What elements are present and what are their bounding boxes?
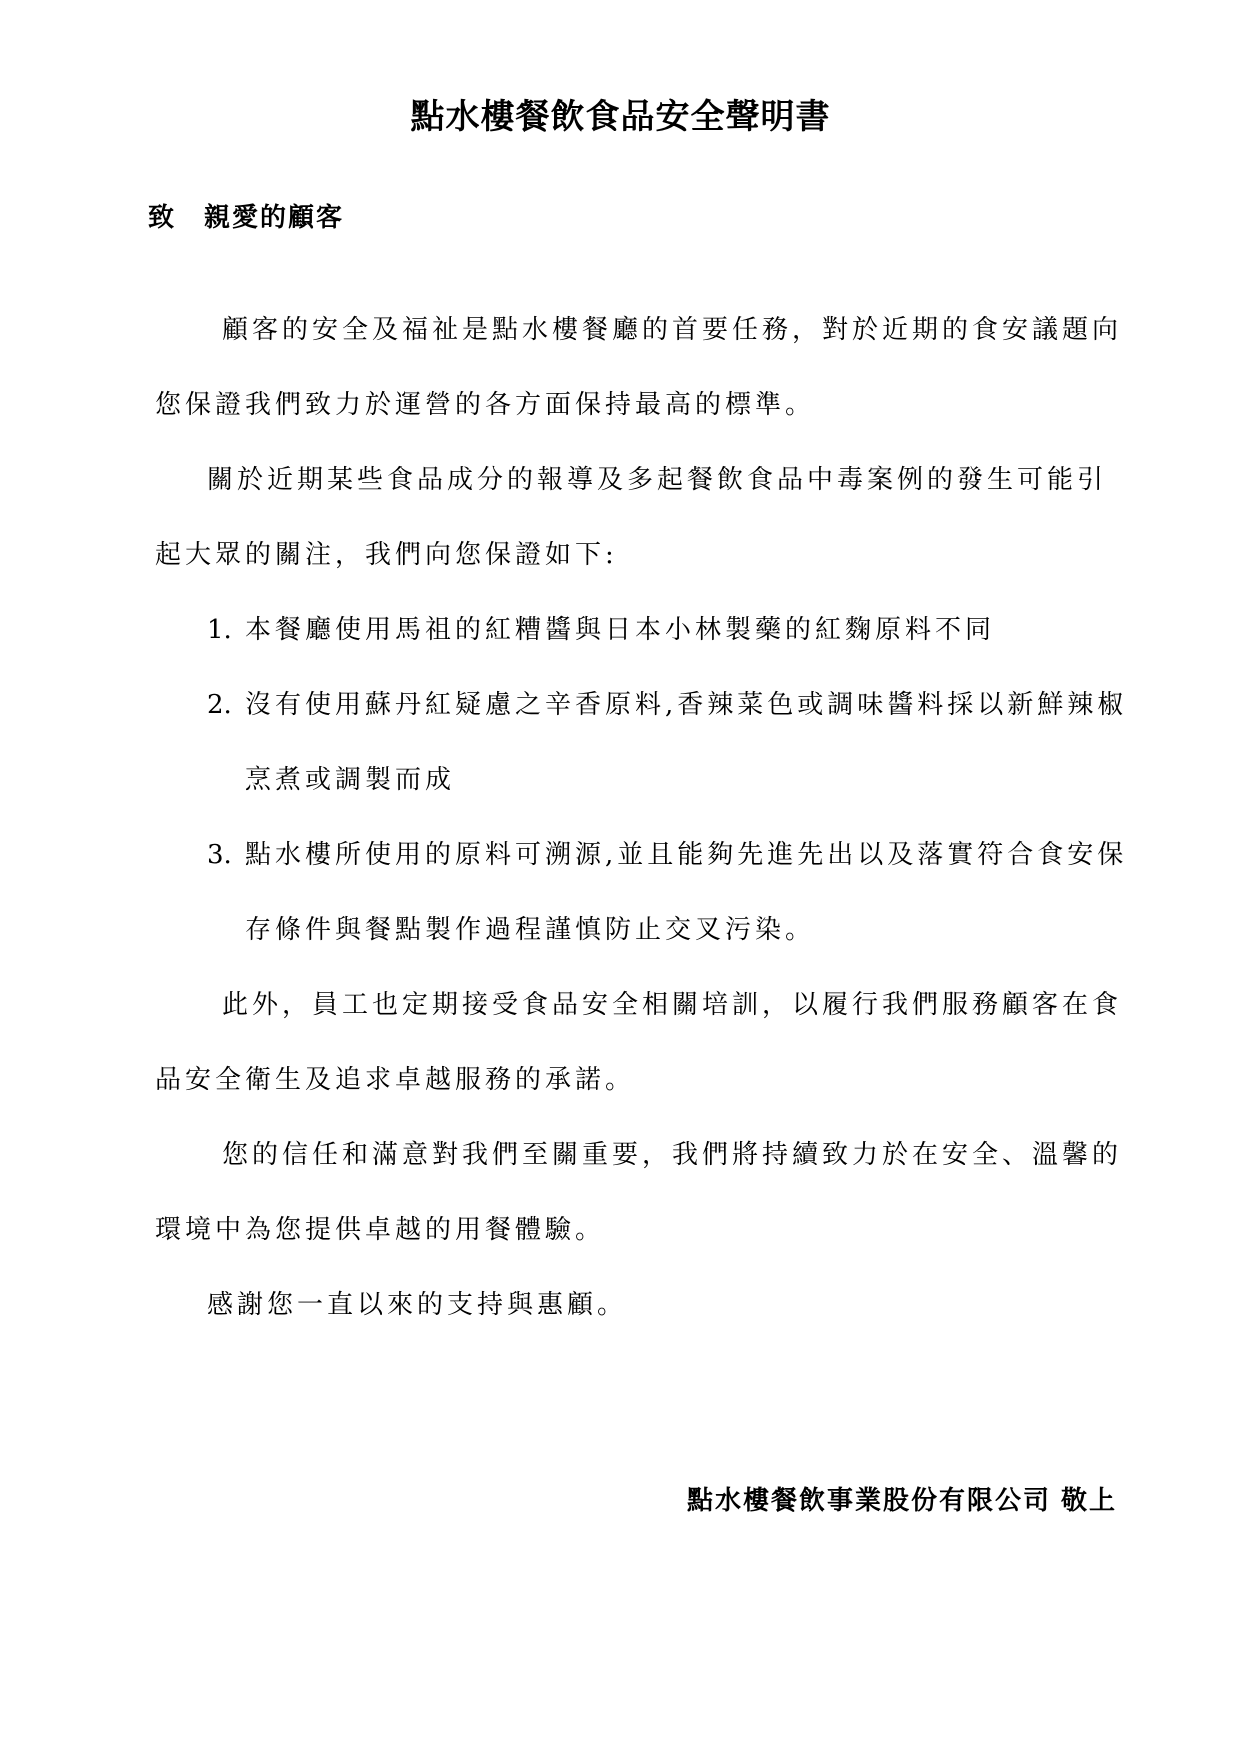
list-item-3: [207, 835, 1127, 875]
signature-company: 點水樓餐飲事業股份有限公司: [686, 1486, 1051, 1516]
paragraph-3-line-2: 品安全衛生及追求卓越服務的承諾。: [155, 1065, 636, 1095]
closing-line: 感謝您一直以來的支持與惠顧。: [207, 1290, 628, 1320]
list-item-3-text-line-1: 點水樓所使用的原料可溯源,並且能夠先進先出以及落實符合食安保: [245, 840, 1128, 870]
salutation-recipient: 親愛的顧客: [204, 203, 345, 233]
list-item-1-text: 本餐廳使用馬祖的紅糟醬與日本小林製藥的紅麴原料不同: [245, 615, 996, 645]
paragraph-3-line-1: 此外，員工也定期接受食品安全相關培訓，以履行我們服務顧客在食: [222, 990, 1123, 1020]
paragraph-1-line-1: 顧客的安全及福祉是點水樓餐廳的首要任務，對於近期的食安議題向: [222, 315, 1123, 345]
salutation: [148, 198, 344, 238]
paragraph-4-line-2: 環境中為您提供卓越的用餐體驗。: [155, 1215, 606, 1245]
list-item-2: [207, 685, 1127, 725]
list-item-2-text-line-2: 烹煮或調製而成: [245, 765, 456, 795]
list-item-3-text-line-2: 存條件與餐點製作過程謹慎防止交叉污染。: [245, 915, 816, 945]
document-title: 點水樓餐飲食品安全聲明書: [410, 97, 831, 137]
list-item-2-text-line-1: 沒有使用蘇丹紅疑慮之辛香原料,香辣菜色或調味醬料採以新鮮辣椒: [245, 690, 1128, 720]
salutation-to: 致: [148, 203, 177, 233]
paragraph-1-line-2: 您保證我們致力於運營的各方面保持最高的標準。: [155, 390, 816, 420]
list-item-3-number: 3.: [207, 840, 232, 870]
signature-closing: 敬上: [1060, 1486, 1117, 1516]
signature: [687, 1481, 1117, 1521]
list-item-1-number: 1.: [207, 615, 232, 645]
paragraph-2-line-1: 關於近期某些食品成分的報導及多起餐飲食品中毒案例的發生可能引: [207, 465, 1108, 495]
list-item-2-number: 2.: [207, 690, 232, 720]
paragraph-2-line-2: 起大眾的關注，我們向您保證如下:: [155, 540, 618, 570]
paragraph-4-line-1: 您的信任和滿意對我們至關重要，我們將持續致力於在安全、溫馨的: [222, 1140, 1123, 1170]
list-item-1: [207, 610, 995, 650]
